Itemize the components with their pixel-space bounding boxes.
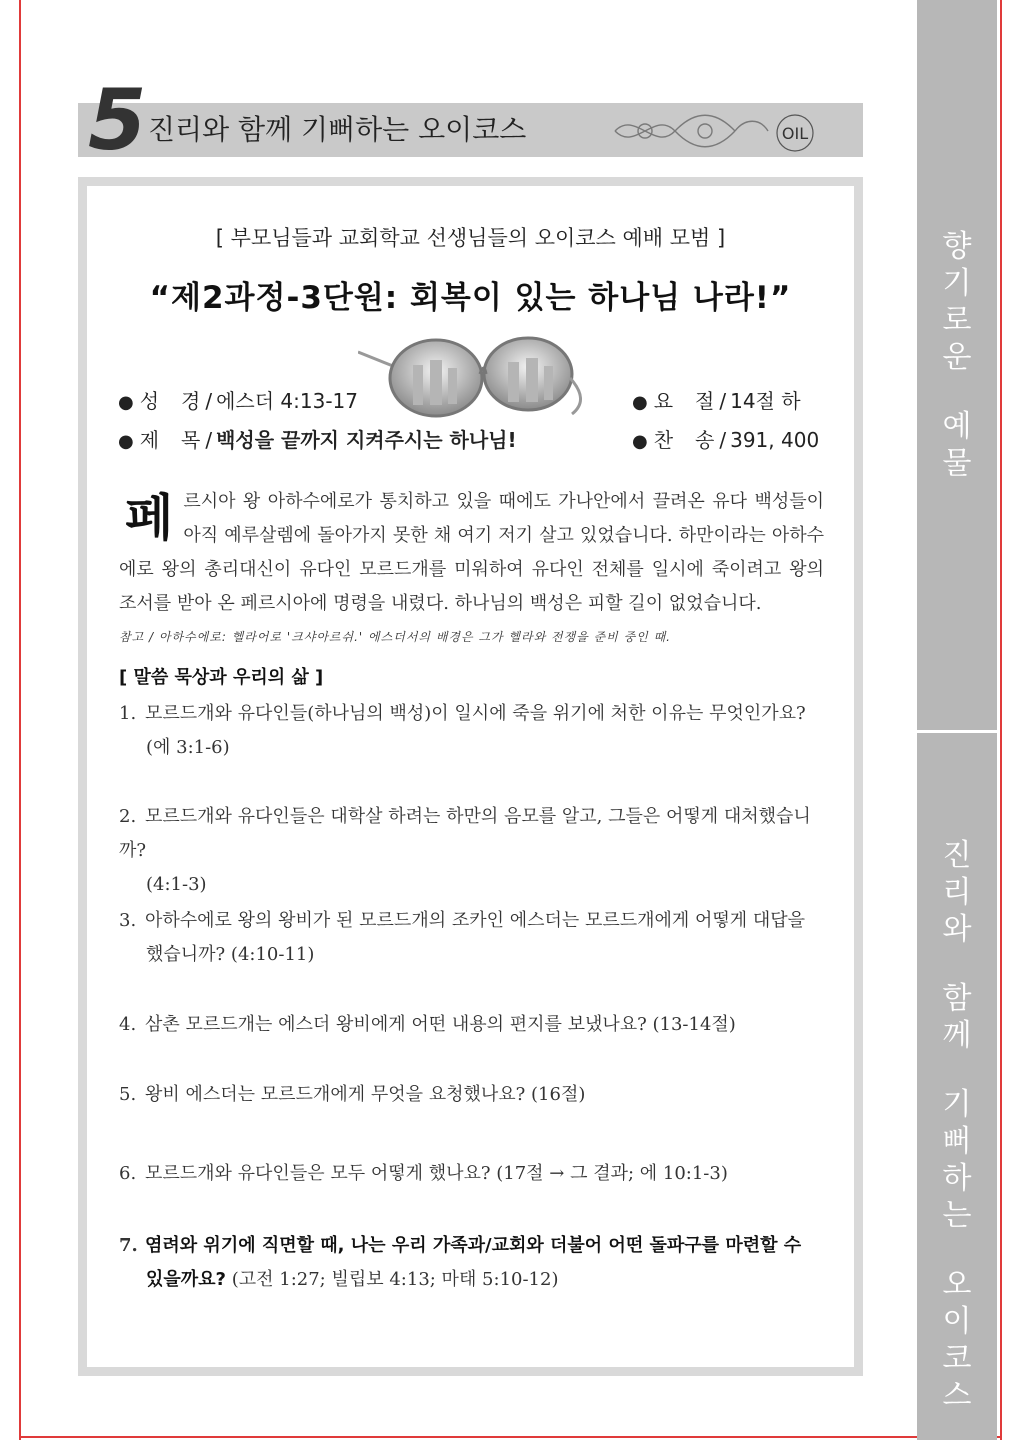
side-char: 오 [942,1267,972,1302]
scripture-label: 성 경 [139,389,202,413]
bullet-icon: ● [118,392,134,413]
ornament-icon [610,108,830,154]
verse-value: 14절 하 [730,389,801,413]
side-char: 스 [942,1378,972,1413]
topic-row [118,424,517,453]
side-char: 기 [942,266,972,301]
side-tab-label-top [917,228,997,482]
bullet-icon: ● [118,431,134,452]
intro-text: 르시아 왕 아하수에로가 통치하고 있을 때에도 가나안에서 끌려온 유다 백성들이 아직 예루살렘에 돌아가지 못한 채 여기 저기 살고 있었습니다. 하만이라는 아하수에로 왕의 총리대신이 유다인 모르드개를 미워하여 유다인 전체를 일시에 죽이려고 왕의 조서를 받아 온 페르시아에 명령을 내렸다. 하나님의 백성은 피할 길이 없었습니다. [119,491,824,614]
question-number: 2. [119,806,137,827]
section-number: 5 [88,71,145,169]
question-number: 4. [119,1014,137,1035]
question-item [119,1157,824,1191]
topic-value: 백성을 끝까지 지켜주시는 하나님! [216,428,517,452]
question-text: 염려와 위기에 직면할 때, 나는 우리 가족과/교회와 더불어 어떤 돌파구를 마련할 수 [145,1235,802,1256]
question-continuation [119,1263,824,1297]
separator: / [719,389,727,413]
question-text: 삼촌 모르드개는 에스더 왕비에게 어떤 내용의 편지를 보냈나요? (13-14절) [145,1014,736,1035]
side-char: 로 [942,303,972,338]
question-item [119,1078,824,1112]
question-text: 아하수에로 왕의 왕비가 된 모르드개의 조카인 에스더는 모르드개에게 어떻게 대답을 [145,910,806,931]
side-char: 리 [942,875,972,910]
separator: / [719,428,727,452]
side-char: 운 [942,340,972,375]
question-number: 1. [119,703,137,724]
page-border-bottom [19,1436,1002,1438]
hymn-label: 찬 송 [653,428,716,452]
question-text: 모르드개와 유다인들은 대학살 하려는 하만의 음모를 알고, 그들은 어떻게 대처했습니까? [119,806,811,861]
separator: / [205,428,213,452]
side-char: 향 [942,229,972,264]
page-border-right [1000,0,1002,1440]
question-item [119,1008,824,1042]
side-char: 뻐 [942,1124,972,1159]
question-text: 모르드개와 유다인들은 모두 어떻게 했나요? (17절 → 그 결과; 에 10:1-3) [145,1163,728,1184]
question-text: 모르드개와 유다인들(하나님의 백성)이 일시에 죽을 위기에 처한 이유는 무엇인가요? [145,703,806,724]
separator: / [205,389,213,413]
side-tab-divider [917,730,997,733]
question-text: 왕비 에스더는 모르드개에게 무엇을 요청했나요? (16절) [145,1084,586,1105]
question-reference: (4:1-3) [146,874,207,895]
side-char: 함 [942,981,972,1016]
side-char: 는 [942,1198,972,1233]
question-reference: (에 3:1-6) [146,737,230,758]
question-text-continued: 있을까요? [146,1269,226,1290]
side-tab-label-bottom [917,837,997,1414]
handwritten-note: 참고 / 아하수에로: 헬라어로 '크샤아르쉬.' 에스더서의 배경은 그가 헬라와 전쟁을 준비 중인 때. [119,630,671,644]
scripture-row [118,385,358,414]
intro-paragraph [119,485,824,621]
side-char: 물 [942,446,972,481]
question-number: 6. [119,1163,137,1184]
bullet-icon: ● [632,431,648,452]
bullet-icon: ● [632,392,648,413]
question-number: 3. [119,910,137,931]
side-char: 예 [942,409,972,444]
side-char: 께 [942,1018,972,1053]
question-number: 5. [119,1084,137,1105]
drop-cap: 페 [125,489,174,547]
verse-label: 요 절 [653,389,716,413]
section-subheading: [ 부모님들과 교회학교 선생님들의 오이코스 예배 모범 ] [215,226,726,250]
scripture-value: 에스더 4:13-17 [216,389,359,413]
side-char: 이 [942,1304,972,1339]
question-reference: (고전 1:27; 빌립보 4:13; 마태 5:10-12) [231,1269,559,1290]
glasses-illustration-icon [358,330,598,425]
side-char: 하 [942,1161,972,1196]
ornament-label: OIL [781,124,809,143]
section-title: 진리와 함께 기뻐하는 오이코스 [148,113,527,146]
question-item [119,697,824,765]
verse-row [632,385,801,414]
questions-heading: [ 말씀 묵상과 우리의 삶 ] [119,667,324,688]
page-border-left [19,0,21,1440]
hymn-value: 391, 400 [730,428,820,452]
side-char: 진 [942,838,972,873]
hymn-row [632,424,819,453]
side-char: 기 [942,1087,972,1122]
question-item [119,904,824,972]
question-reference: 했습니까? (4:10-11) [146,944,315,965]
topic-label: 제 목 [139,428,202,452]
question-item [119,800,824,902]
question-number: 7. [119,1235,138,1256]
side-char: 코 [942,1341,972,1376]
question-item [119,1229,824,1297]
side-char: 와 [942,912,972,947]
lesson-title: “제2과정-3단원: 회복이 있는 하나님 나라!” [149,280,792,316]
